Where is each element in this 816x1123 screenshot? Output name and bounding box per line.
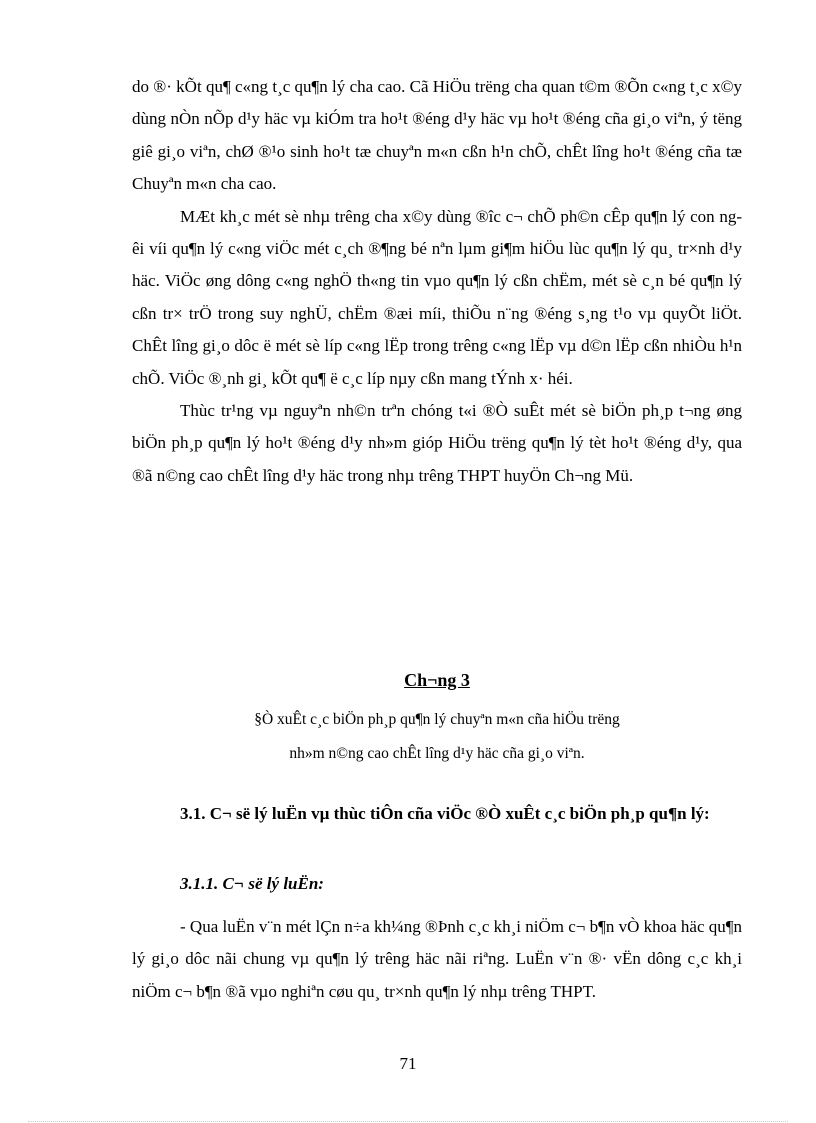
body-text-top: [132, 71, 742, 492]
chapter-title: Ch¬ng 3: [404, 670, 470, 690]
paragraph-management-limitations: MÆt kh¸c mét sè nhµ trêng cha x©y dùng ®îc c¬ chÕ ph©n cÊp qu¶n lý con ngêi víi qu¶n lý c«ng viÖc mét c¸ch ®¶ng bé nªn lµm gi¶m hiÖu lùc qu¶n lý qu¸ tr×nh d¹y häc. ViÖc øng dông c«ng nghÖ th«ng tin vµo qu¶n lý cßn chËm, mét sè c¸n bé qu¶n lý cßn tr× trÖ trong suy nghÜ, chËm ®æi míi, thiÕu n¨ng ®éng s¸ng t¹o vµ quyÕt liÖt. ChÊt lîng gi¸o dôc ë mét sè líp c«ng lËp trong trêng c«ng lËp vµ d©n lËp cßn nhiÒu h¹n chÕ. ViÖc ®¸nh gi¸ kÕt qu¶ ë c¸c líp nµy cßn mang tÝnh x· héi.: [132, 206, 742, 388]
page-number: 71: [399, 1054, 417, 1073]
section-heading-3-1-1: 3.1.1. C¬ së lý luËn:: [180, 874, 324, 893]
paragraph-proposed-measures: Thùc tr¹ng vµ nguyªn nh©n trªn chóng t«i ®Ò suÊt mét sè biÖn ph¸p t¬ng øng biÖn ph¸p qu¶n lý ho¹t ®éng d¹y nh»m gióp HiÖu trëng qu¶n lý tèt ho¹t ®éng d¹y, qua ®ã n©ng cao chÊt lîng d¹y häc trong nhµ trêng THPT huyÖn Ch¬ng Mü.: [132, 401, 742, 485]
page-bottom-divider: [28, 1121, 788, 1122]
paragraph-theoretical-basis: - Qua luËn v¨n mét lÇn n÷a kh¼ng ®Þnh c¸c kh¸i niÖm c¬ b¶n vÒ khoa häc qu¶n lý gi¸o dôc nãi chung vµ qu¶n lý trêng häc nãi riªng. LuËn v¨n ®· vËn dông c¸c kh¸i niÖm c¬ b¶n ®ã vµo nghiªn cøu qu¸ tr×nh qu¶n lý nhµ trêng THPT.: [132, 917, 742, 1001]
section-heading-3-1: 3.1. C¬ së lý luËn vµ thùc tiÔn cña viÖc ®Ò xuÊt c¸c biÖn ph¸p qu¶n lý:: [180, 804, 710, 823]
paragraph-continuation: do ®· kÕt qu¶ c«ng t¸c qu¶n lý cha cao. Cã HiÖu trëng cha quan t©m ®Õn c«ng t¸c x©y dùng nÒn nÕp d¹y häc vµ kiÓm tra ho¹t ®éng d¹y häc vµ ho¹t ®éng cña gi¸o viªn, ý tëng giê gi¸o viªn, chØ ®¹o sinh ho¹t tæ chuyªn m«n cßn h¹n chÕ, chÊt lîng ho¹t ®éng cña tæ Chuyªn m«n cha cao.: [132, 77, 742, 194]
chapter-subtitle-line2: nh»m n©ng cao chÊt lîng d¹y häc cña gi¸o viªn.: [289, 745, 585, 762]
body-text-bottom: [132, 911, 742, 1008]
chapter-subtitle-line1: §Ò xuÊt c¸c biÖn ph¸p qu¶n lý chuyªn m«n cña hiÖu trëng: [254, 711, 620, 728]
